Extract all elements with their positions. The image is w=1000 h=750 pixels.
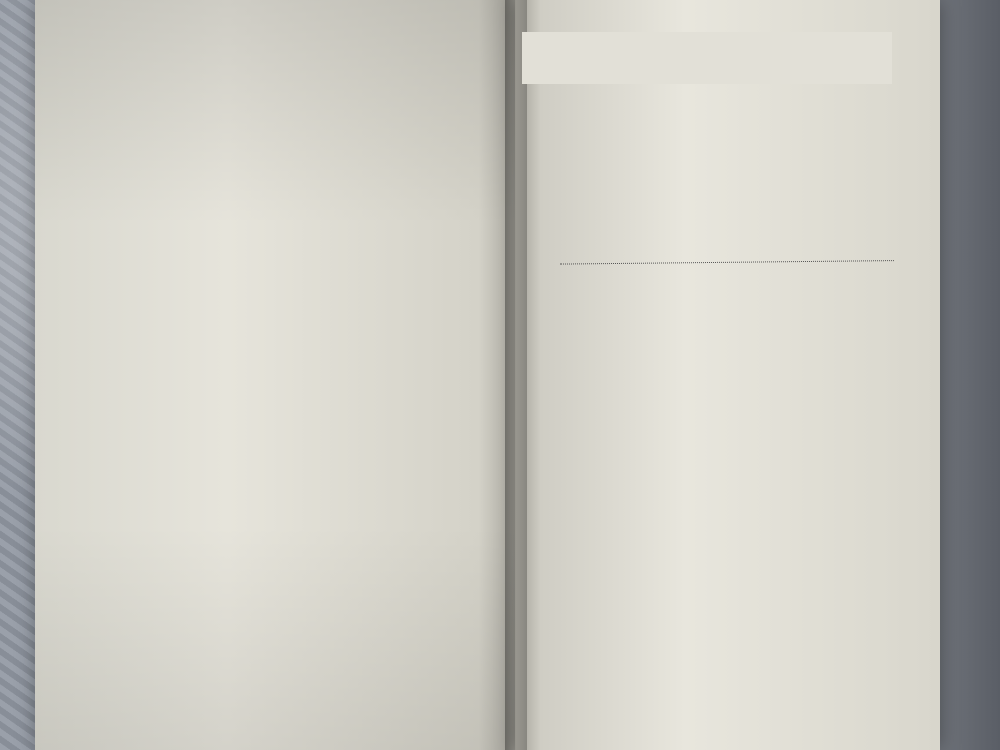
page-stack-edge (940, 0, 1000, 750)
ornament-border (522, 32, 892, 84)
book-spine (505, 0, 527, 750)
right-page (515, 0, 940, 750)
left-page (35, 0, 517, 750)
